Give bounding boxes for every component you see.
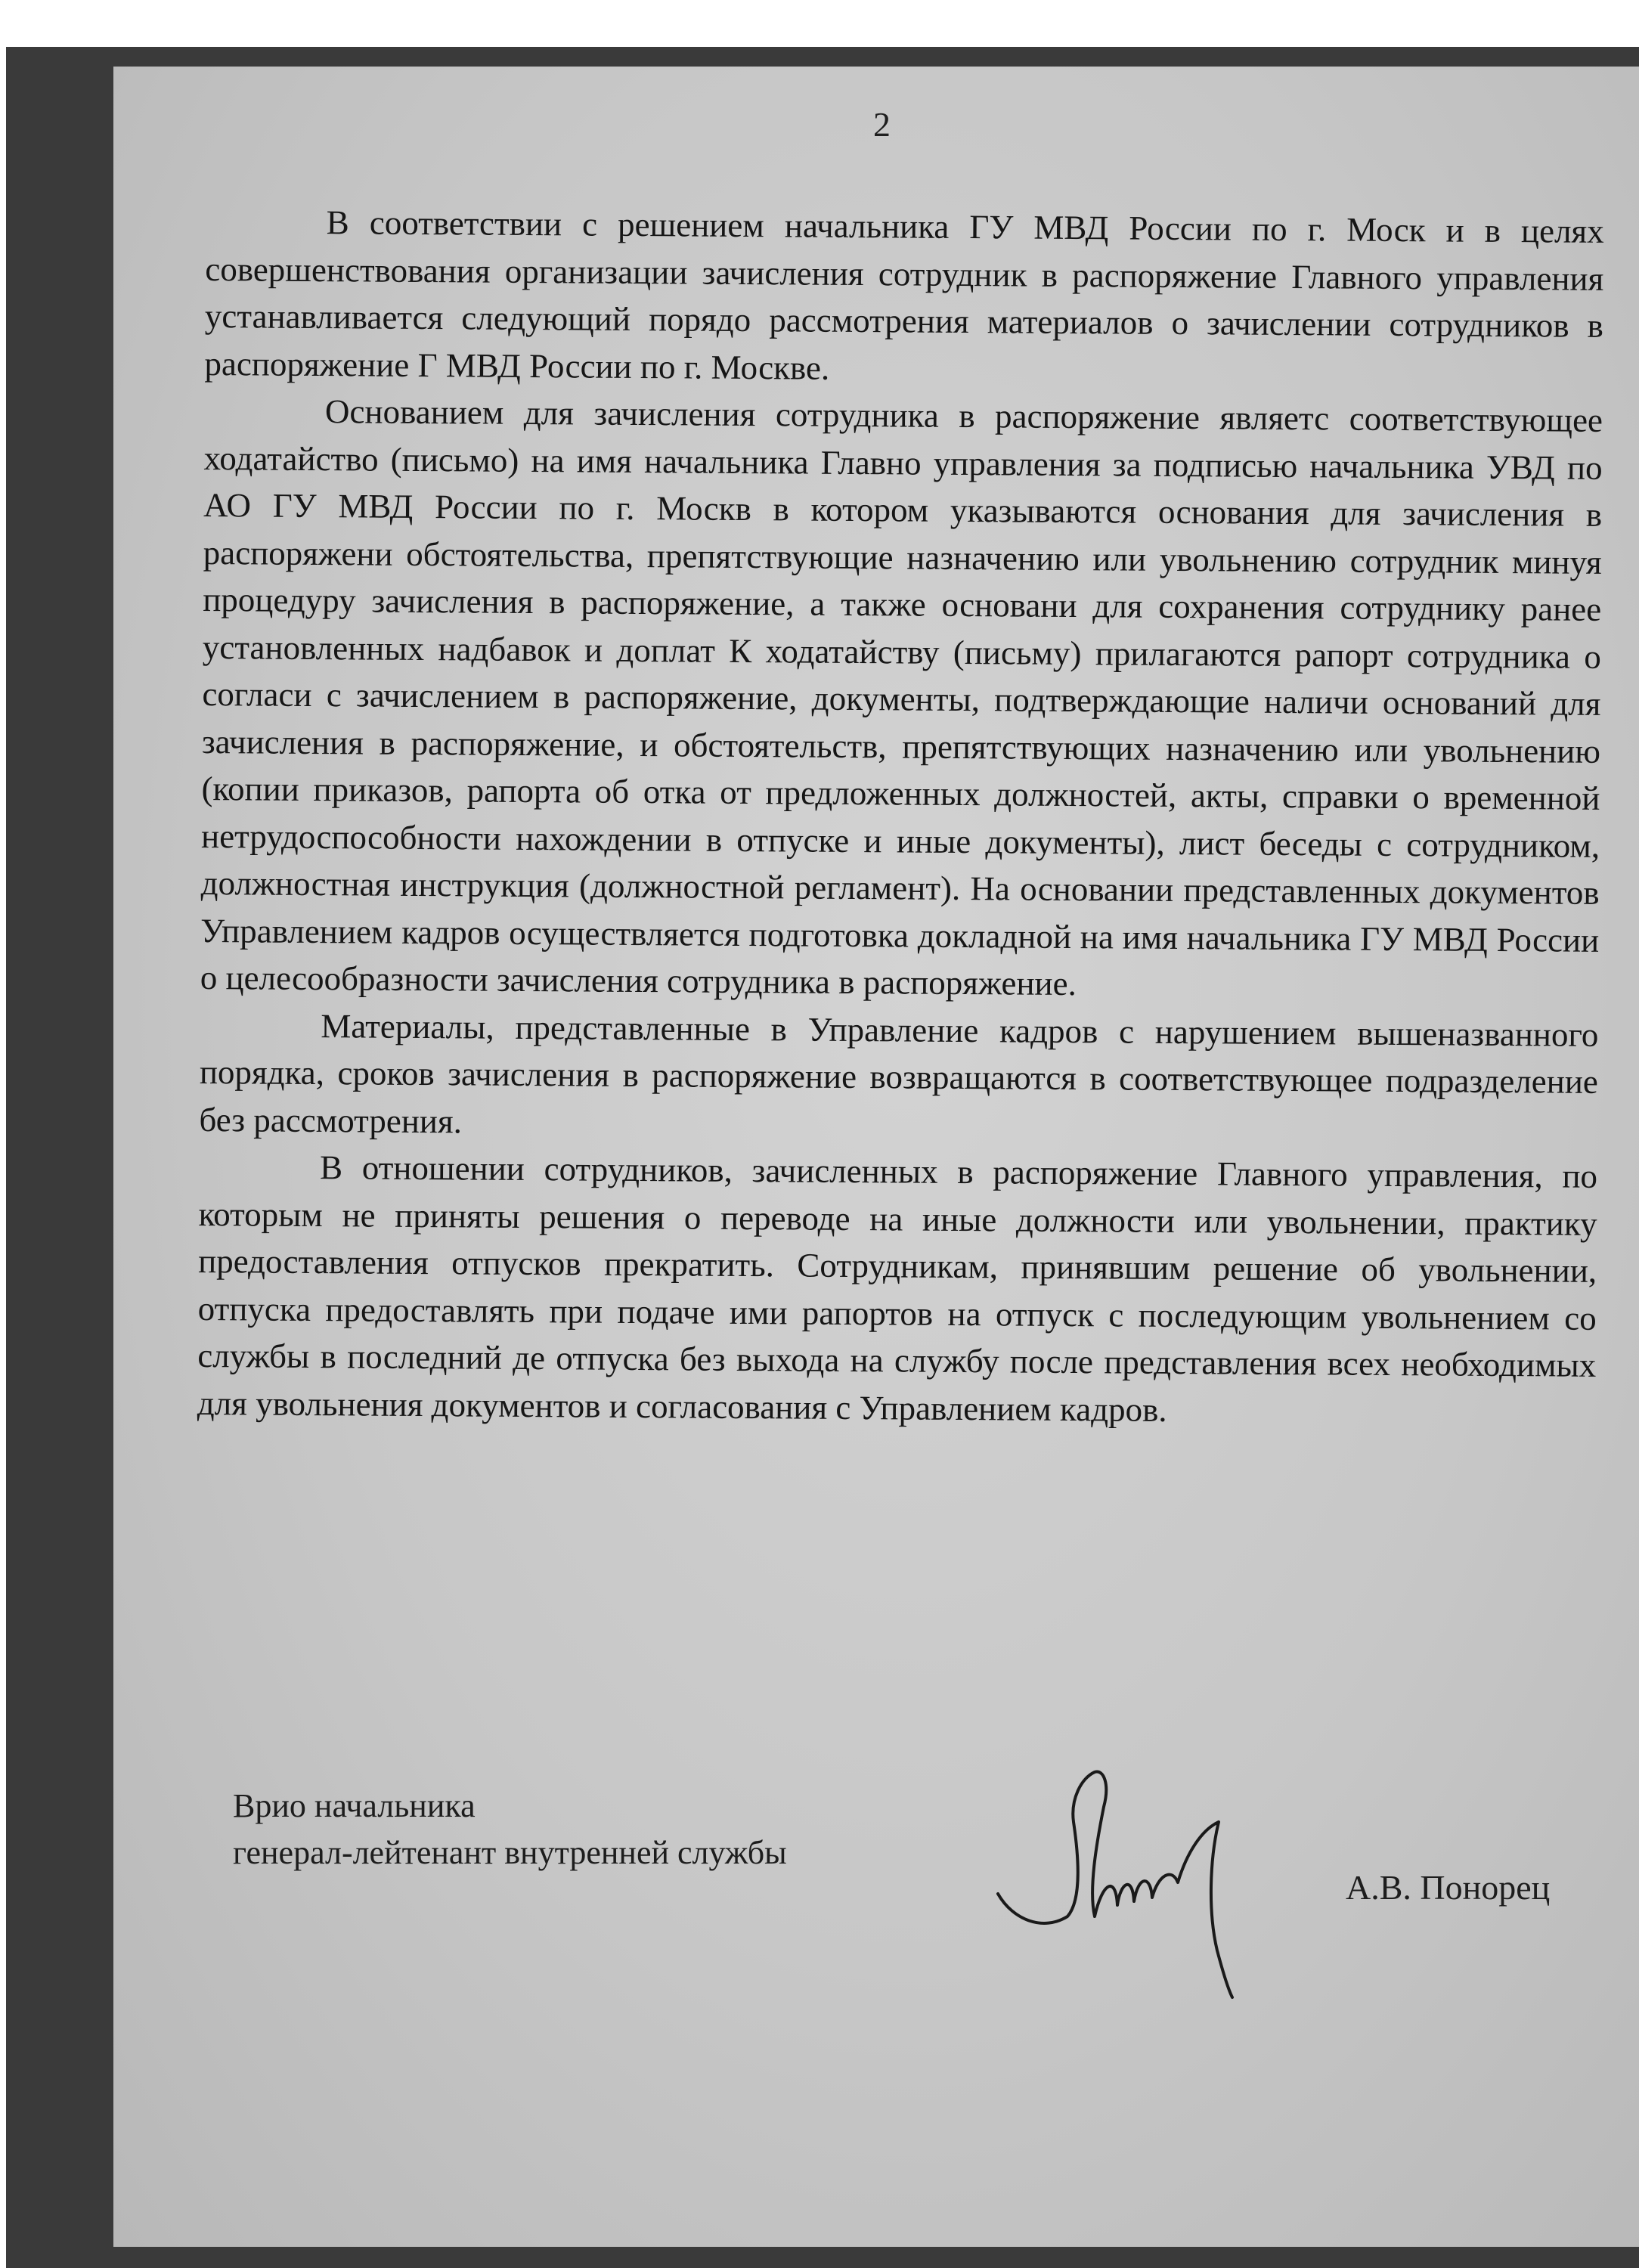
position-title: Врио начальника [233,1787,476,1824]
scan-margin [1572,0,1639,48]
signer-name: А.В. Понорец [1346,1868,1551,1907]
letter-body [197,198,1604,1436]
handwritten-signature [983,1761,1255,2003]
paragraph-1: В соответствии с решением начальника ГУ МВД России по г. Моск и в целях совершенствования организации зачисления сотрудник в распоряжение Главного управления устанавливается следующий порядо рассмотрения материалов о зачислении сотрудников в распоряжение Г МВД России по г. Москве. [204,203,1604,387]
paragraph-3: Материалы, представленные в Управление кадров с нарушением вышеназванного порядка, сроков зачисления в распоряжение возвращаются в соответствующее подразделение без рассмотрения. [199,1006,1599,1140]
signature-block [233,1783,787,1876]
paragraph-4: В отношении сотрудников, зачисленных в распоряжение Главного управления, по которым не приняты решения о переводе на иные должности или увольнении, практику предоставления отпусков прекратить. Сотрудникам, принявшим решение об увольнении, отпуска предоставлять при подаче ими рапортов на отпуск с последующим увольнением со службы в последний де отпуска без выхода на службу после представления всех необходимых для увольнения документов и согласования с Управлением кадров. [197,1148,1598,1429]
rank: генерал-лейтенант внутренней службы [233,1834,787,1871]
paragraph-2: Основанием для зачисления сотрудника в распоряжение являетс соответствующее ходатайство (письмо) на имя начальника Главно управления за подписью начальника УВД по АО ГУ МВД России по г. Москв в котором указываются основания для зачисления в распоряжени обстоятельства, препятствующие назначению или увольнению сотрудник минуя процедуру зачисления в распоряжение, а также основани для сохранения сотруднику ранее установленных надбавок и доплат К ходатайству (письму) прилагаются рапорт сотрудника о согласи с зачислением в распоряжение, документы, подтверждающие наличи оснований для зачисления в распоряжение, и обстоятельств, препятствующих назначению или увольнению (копии приказов, рапорта об отка от предложенных должностей, акты, справки о временной нетрудоспособности нахождении в отпуске и иные документы), лист беседы с сотрудником, должностная инструкция (должностной регламент). На основании представленных документов Управлением кадров осуществляется подготовка докладной на имя начальника ГУ МВД России о целесообразности зачисления сотрудника в распоряжение. [200,392,1603,1003]
page-number: 2 [873,105,891,144]
